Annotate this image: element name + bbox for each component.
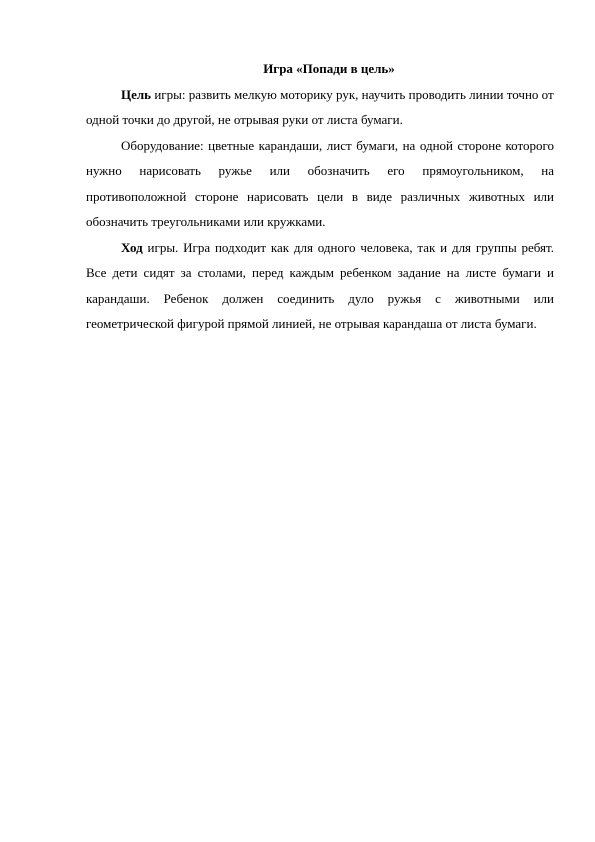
paragraph-gameplay-text: игры. Игра подходит как для одного человека, так и для группы ребят. Все дети сидят за столами, перед каждым ребенком задание на листе бумаги и карандаши. Ребенок должен соединить дуло ружья с животными или геометрической фигурой прямой линией, не отрывая карандаша от листа бумаги. (86, 239, 554, 331)
paragraph-gameplay-lead: Ход (121, 239, 143, 255)
paragraph-goal-text: игры: развить мелкую моторику рук, научить проводить линии точно от одной точки до другой, не отрывая руки от листа бумаги. (86, 86, 554, 127)
paragraph-equipment-text: Оборудование: цветные карандаши, лист бумаги, на одной стороне которого нужно нарисовать ружье или обозначить его прямоугольником, на противоположной стороне нарисовать цели в виде различных животных или обозначить треугольниками или кружками. (86, 137, 554, 229)
paragraph-goal (86, 82, 554, 133)
paragraph-goal-lead: Цель (121, 86, 152, 102)
paragraph-equipment (86, 133, 554, 235)
document-body (86, 56, 554, 337)
paragraph-gameplay (86, 235, 554, 337)
document-title: Игра «Попади в цель» (263, 61, 395, 76)
